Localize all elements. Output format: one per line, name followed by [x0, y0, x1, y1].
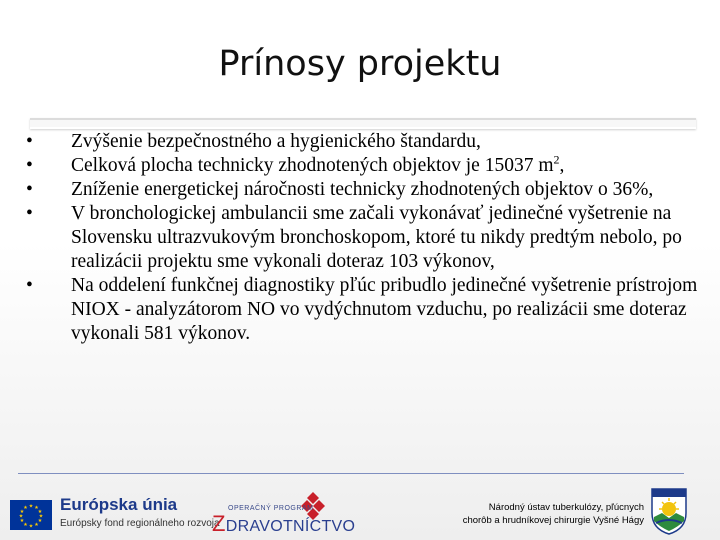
- op-program-initial: Z: [212, 511, 226, 536]
- footer-divider: [18, 473, 684, 474]
- svg-text:★: ★: [28, 503, 34, 510]
- svg-text:★: ★: [18, 513, 24, 520]
- svg-text:★: ★: [19, 518, 25, 524]
- institute-name: [430, 501, 644, 527]
- bullet-item: [26, 274, 706, 346]
- eu-logo-title: Európska únia: [60, 495, 178, 514]
- svg-text:★: ★: [38, 513, 44, 520]
- bullet-text: V bronchologickej ambulancii sme začali vykonávať jedinečné vyšetrenie na Slovensku ultrazvukovým bronchoskopom, ktoré tu nikdy predtým nebolo, po realizácii projektu sme vykonali doteraz 103 výkonov,: [71, 203, 682, 272]
- coat-of-arms-icon: [650, 487, 688, 535]
- bullet-text: Zvýšenie bezpečnostného a hygienického štandardu,: [71, 131, 481, 152]
- bullet-marker: •: [26, 275, 33, 296]
- slide-title: Prínosy projektu: [218, 44, 502, 84]
- bullet-item: [26, 178, 706, 202]
- institute-line-2: chorôb a hrudníkovej chirurgie Vyšné Hágy: [462, 515, 644, 526]
- svg-text:★: ★: [28, 523, 34, 530]
- bullet-item: [26, 154, 706, 178]
- bullet-marker: •: [26, 203, 33, 224]
- op-program-label: OPERAČNÝ PROGRAM: [228, 505, 314, 512]
- op-program-name-rest: DRAVOTNÍCTVO: [225, 518, 356, 535]
- bullet-marker: •: [26, 155, 33, 176]
- bullet-marker: •: [26, 179, 33, 200]
- eu-logo-subtitle: Európsky fond regionálneho rozvoja: [60, 518, 220, 529]
- svg-text:★: ★: [23, 522, 28, 528]
- svg-text:★: ★: [23, 505, 28, 511]
- op-program-name: [212, 511, 355, 537]
- bullet-text-end: ,: [559, 155, 565, 176]
- svg-text:★: ★: [34, 522, 39, 528]
- svg-text:★: ★: [19, 509, 25, 515]
- institute-line-1: Národný ústav tuberkulózy, pľúcnych: [488, 502, 644, 513]
- bullet-list: [26, 130, 706, 346]
- bullet-text: Na oddelení funkčnej diagnostiky pľúc pribudlo jedinečné vyšetrenie prístrojom NIOX - analyzátorom NO vo vydýchnutom vzduchu, po realizácii sme doteraz vykonali 581 výkonov.: [71, 275, 698, 344]
- bullet-text: Zníženie energetickej náročnosti technicky zhodnotených objektov o 36%,: [71, 179, 654, 200]
- bullet-item: [26, 202, 706, 274]
- svg-text:★: ★: [37, 509, 43, 515]
- bullet-marker: •: [26, 131, 33, 152]
- svg-text:★: ★: [34, 505, 39, 511]
- bullet-item: [26, 130, 706, 154]
- title-divider: [30, 118, 696, 129]
- svg-text:★: ★: [37, 518, 43, 524]
- superscript: 2: [553, 152, 560, 167]
- bullet-text: Celková plocha technicky zhodnotených objektov je 15037 m: [71, 155, 554, 176]
- eu-flag-icon: [10, 500, 52, 530]
